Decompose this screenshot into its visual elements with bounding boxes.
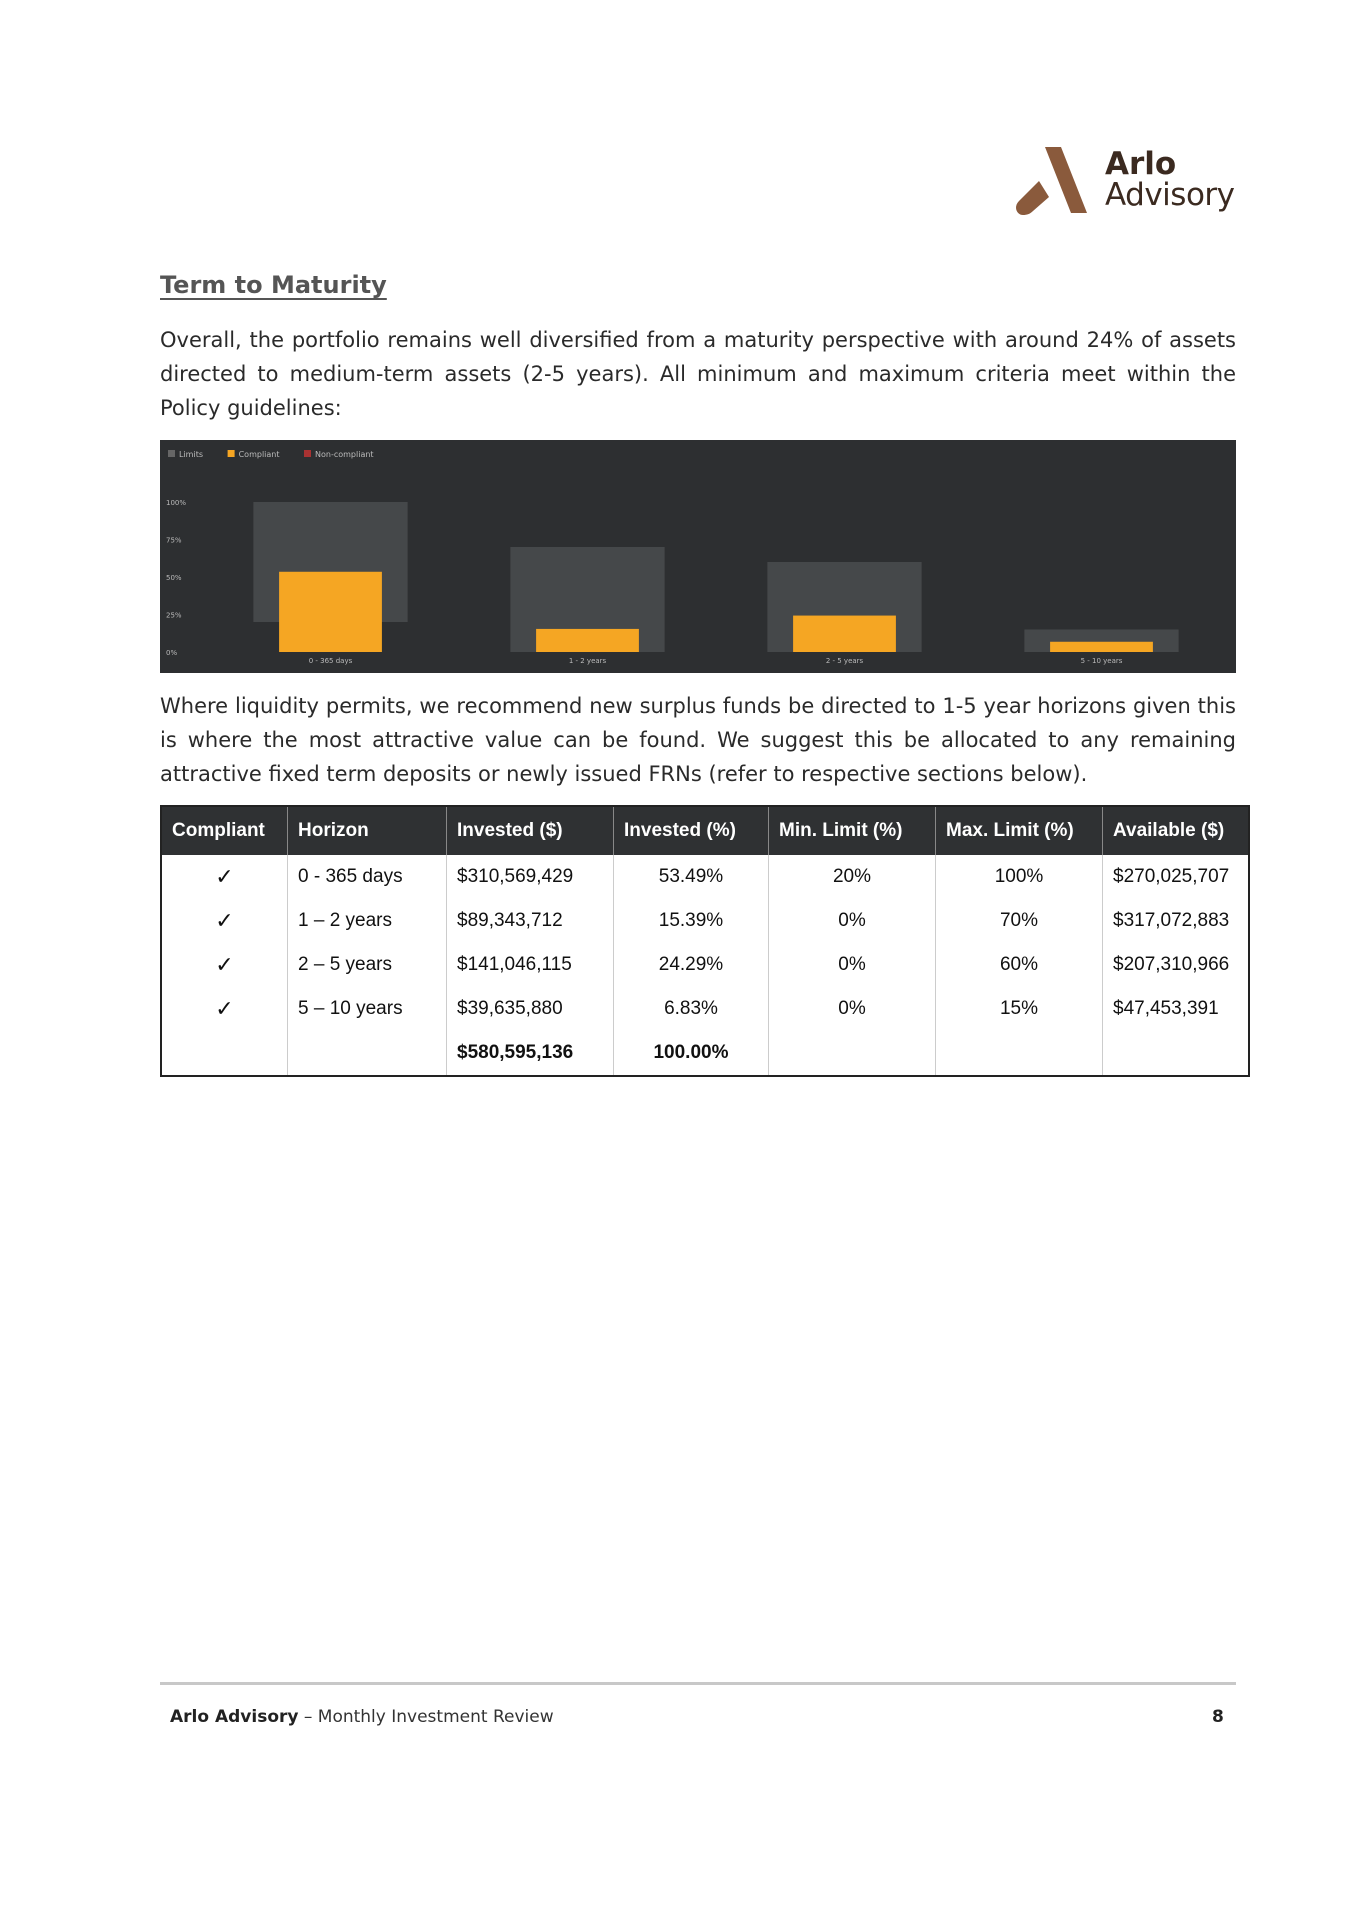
compliant-check-icon: ✓ <box>215 864 234 889</box>
invested-cell: $141,046,115 <box>447 943 614 987</box>
invested-pct-cell: 15.39% <box>614 899 769 943</box>
legend-swatch <box>228 450 235 457</box>
brand-name-line1: Arlo <box>1105 146 1177 182</box>
maturity-table <box>160 805 1250 1077</box>
arlo-logo-icon <box>1015 145 1095 219</box>
available-cell: $47,453,391 <box>1103 987 1250 1031</box>
header-invested-dollars: Invested ($) <box>447 806 614 855</box>
invested-pct-cell: 24.29% <box>614 943 769 987</box>
x-tick-label: 1 - 2 years <box>568 657 607 665</box>
total-invested-cell: $580,595,136 <box>447 1031 614 1076</box>
legend-swatch <box>168 450 175 457</box>
legend-label: Limits <box>179 450 203 459</box>
available-cell: $317,072,883 <box>1103 899 1250 943</box>
maturity-chart-svg <box>160 440 1236 673</box>
invested-pct-cell: 53.49% <box>614 855 769 899</box>
compliant-bar <box>536 629 639 652</box>
invested-pct-cell: 6.83% <box>614 987 769 1031</box>
y-tick-label: 0% <box>166 649 178 657</box>
page-number: 8 <box>1212 1707 1224 1727</box>
min-limit-cell: 20% <box>769 855 936 899</box>
compliant-bar <box>793 616 896 652</box>
y-tick-label: 100% <box>166 499 187 507</box>
brand-logo <box>1015 143 1245 223</box>
footer-subtitle: – Monthly Investment Review <box>298 1707 554 1727</box>
total-empty-cell <box>161 1031 288 1076</box>
section-title: Term to Maturity <box>160 271 387 299</box>
header-invested-pct: Invested (%) <box>614 806 769 855</box>
x-tick-label: 5 - 10 years <box>1080 657 1123 665</box>
total-pct-cell: 100.00% <box>614 1031 769 1076</box>
available-cell: $270,025,707 <box>1103 855 1250 899</box>
header-min-limit: Min. Limit (%) <box>769 806 936 855</box>
maturity-chart <box>160 440 1236 673</box>
brand-name-line2: Advisory <box>1105 177 1235 213</box>
y-tick-label: 25% <box>166 611 182 620</box>
total-empty-cell <box>288 1031 447 1076</box>
table-row <box>161 943 1249 987</box>
invested-cell: $310,569,429 <box>447 855 614 899</box>
available-cell: $207,310,966 <box>1103 943 1250 987</box>
legend-label: Non-compliant <box>315 450 374 459</box>
table-total-row <box>161 1031 1249 1076</box>
y-tick-label: 50% <box>166 574 182 582</box>
min-limit-cell: 0% <box>769 899 936 943</box>
horizon-cell: 0 - 365 days <box>288 855 447 899</box>
legend-swatch <box>304 450 311 457</box>
max-limit-cell: 100% <box>936 855 1103 899</box>
compliant-check-icon: ✓ <box>215 952 234 977</box>
header-max-limit: Max. Limit (%) <box>936 806 1103 855</box>
header-compliant: Compliant <box>161 806 288 855</box>
horizon-cell: 1 – 2 years <box>288 899 447 943</box>
y-tick-label: 75% <box>166 536 182 545</box>
x-tick-label: 0 - 365 days <box>308 657 353 665</box>
max-limit-cell: 70% <box>936 899 1103 943</box>
compliant-check-icon: ✓ <box>215 996 234 1021</box>
table-row <box>161 855 1249 899</box>
min-limit-cell: 0% <box>769 943 936 987</box>
header-horizon: Horizon <box>288 806 447 855</box>
compliant-bar <box>279 572 382 652</box>
total-empty-cell <box>1103 1031 1250 1076</box>
max-limit-cell: 15% <box>936 987 1103 1031</box>
min-limit-cell: 0% <box>769 987 936 1031</box>
table-header-row <box>161 806 1249 855</box>
horizon-cell: 2 – 5 years <box>288 943 447 987</box>
footer-title <box>170 1707 554 1727</box>
compliant-bar <box>1050 642 1153 652</box>
legend-label: Compliant <box>238 450 280 459</box>
footer-brand: Arlo Advisory <box>170 1707 299 1727</box>
footer-divider <box>160 1682 1236 1685</box>
max-limit-cell: 60% <box>936 943 1103 987</box>
horizon-cell: 5 – 10 years <box>288 987 447 1031</box>
compliant-check-icon: ✓ <box>215 908 234 933</box>
invested-cell: $89,343,712 <box>447 899 614 943</box>
recommendation-paragraph: Where liquidity permits, we recommend new surplus funds be directed to 1-5 year horizons given this is where the most attractive value can be found. We suggest this be allocated to any remaining attractive fixed term deposits or newly issued FRNs (refer to respective sections below). <box>160 694 1236 786</box>
total-empty-cell <box>936 1031 1103 1076</box>
header-available: Available ($) <box>1103 806 1250 855</box>
invested-cell: $39,635,880 <box>447 987 614 1031</box>
table-row <box>161 987 1249 1031</box>
x-tick-label: 2 - 5 years <box>825 657 864 665</box>
intro-paragraph: Overall, the portfolio remains well diversified from a maturity perspective with around 24% of assets directed to medium-term assets (2-5 years). All minimum and maximum criteria meet within the Policy guidelines: <box>160 328 1236 420</box>
total-empty-cell <box>769 1031 936 1076</box>
table-row <box>161 899 1249 943</box>
